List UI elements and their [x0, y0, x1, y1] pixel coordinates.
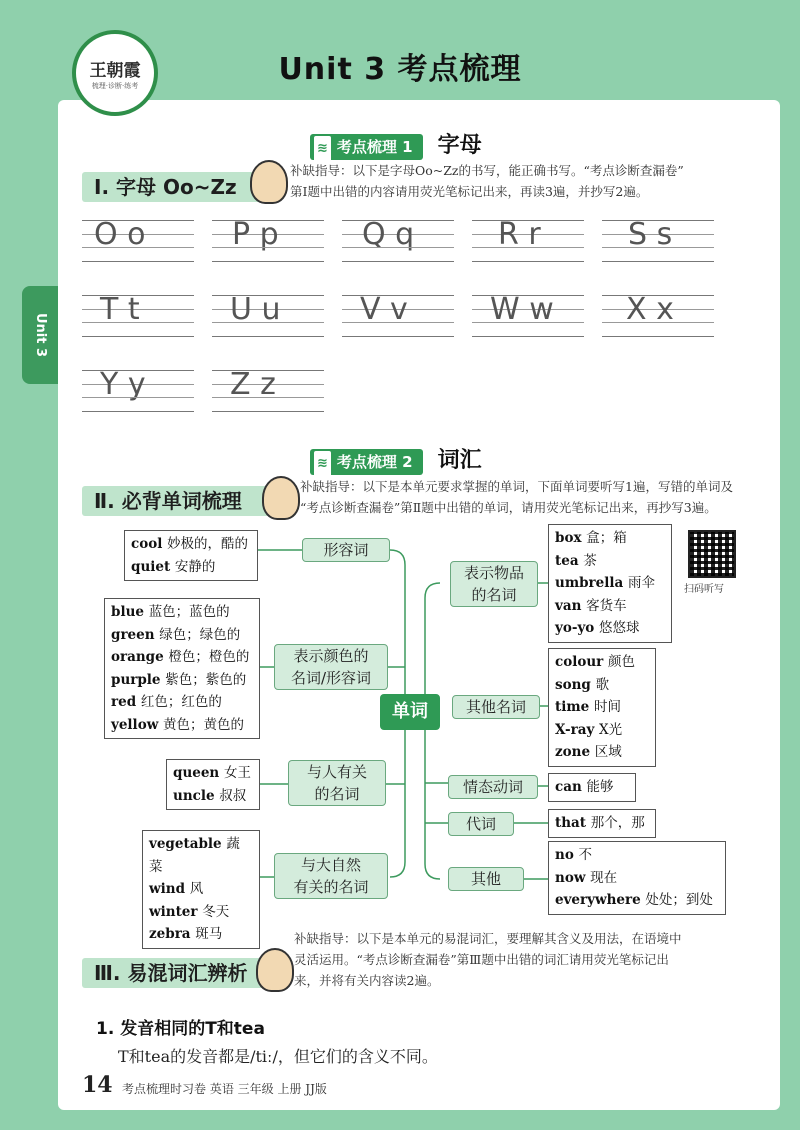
section2-banner-label: 考点梳理 2	[336, 453, 413, 471]
part3-guide-line3: 来，并将有关内容读2遍。	[294, 973, 440, 988]
word-en: purple	[111, 671, 161, 688]
word-en: zebra	[149, 926, 191, 942]
logo-subtext: 梳理·诊断·练考	[91, 82, 139, 90]
wave-icon: ≋	[314, 136, 331, 162]
node-things	[450, 561, 538, 607]
letter-zz: Z z	[230, 367, 276, 402]
word-entry	[555, 889, 719, 912]
node-colors	[274, 644, 388, 690]
word-en: now	[555, 869, 586, 886]
word-entry	[173, 785, 253, 808]
part1-header: Ⅰ. 字母 Oo~Zz	[82, 172, 264, 202]
word-en: vegetable	[149, 836, 222, 852]
word-entry	[111, 646, 253, 669]
word-cn: 红色；红色的	[140, 694, 222, 710]
word-en: queen	[173, 765, 220, 781]
node-others: 其他	[448, 867, 524, 891]
word-entry	[149, 878, 253, 901]
section1-heading: 字母	[437, 133, 482, 158]
letter-qq: Q q	[362, 217, 415, 252]
page-title: Unit 3 考点梳理	[278, 52, 522, 87]
node-other-nouns: 其他名词	[452, 695, 540, 719]
footer-text: 考点梳理时习卷 英语 三年级 上册 JJ版	[122, 1082, 327, 1096]
word-entry	[555, 651, 649, 674]
box-modal	[548, 773, 636, 802]
word-en: cool	[131, 536, 163, 552]
word-entry	[555, 867, 719, 890]
word-cn: 叔叔	[219, 787, 247, 804]
word-cn: 绿色；绿色的	[159, 626, 241, 643]
node-nature-line2: 有关的名词	[293, 878, 369, 896]
word-en: no	[555, 847, 574, 863]
node-people-line2: 的名词	[314, 785, 360, 803]
side-tab-unit: Unit 3	[22, 286, 58, 384]
box-adjectives	[124, 530, 258, 581]
word-cn: X光	[599, 721, 623, 738]
sub-heading-t-tea: 1. 发音相同的T和tea	[96, 1019, 265, 1039]
word-entry	[555, 595, 665, 618]
word-entry	[555, 719, 649, 742]
word-en: blue	[111, 604, 144, 620]
word-entry	[149, 901, 253, 924]
word-en: box	[555, 530, 582, 546]
node-things-line2: 的名词	[471, 586, 517, 604]
box-people	[166, 759, 260, 810]
body-t-tea: T和tea的发音都是/tiː/，但它们的含义不同。	[118, 1047, 438, 1066]
part3-guide-line2: 灵活运用。“考点诊断查漏卷”第Ⅲ题中出错的词汇请用荧光笔标记出	[294, 952, 669, 967]
word-entry	[149, 923, 253, 946]
word-entry	[131, 533, 251, 556]
word-cn: 橙色；橙色的	[168, 649, 250, 665]
word-en: wind	[149, 881, 186, 897]
word-cn: 时间	[593, 699, 621, 715]
box-pronoun	[548, 809, 656, 838]
letter-yy: Y y	[100, 367, 146, 402]
word-en: orange	[111, 649, 164, 665]
word-cn: 颜色	[608, 654, 635, 670]
node-modal-verbs: 情态动词	[448, 775, 538, 799]
word-cn: 妙极的，酷的	[167, 536, 249, 552]
word-cn: 蓝色；蓝色的	[148, 604, 230, 620]
part2-guide-line1: 补缺指导：以下是本单元要求掌握的单词，下面单词要听写1遍，写错的单词及	[300, 479, 733, 494]
word-en: green	[111, 626, 155, 643]
word-en: colour	[555, 654, 604, 670]
word-cn: 客货车	[586, 597, 627, 614]
part2-header: Ⅱ. 必背单词梳理	[82, 486, 274, 516]
part1-guide-line2: 第Ⅰ题中出错的内容请用荧光笔标记出来，再读3遍，并抄写2遍。	[290, 184, 649, 199]
part2-guide-line2: “考点诊断查漏卷”第Ⅱ题中出错的单词，请用荧光笔标记出来，再抄写3遍。	[300, 500, 717, 515]
word-cn: 处处；到处	[645, 892, 713, 908]
word-cn: 风	[189, 881, 204, 897]
node-adjectives: 形容词	[302, 538, 390, 562]
word-entry	[555, 674, 649, 697]
section2-heading: 词汇	[437, 448, 482, 473]
word-en: winter	[149, 903, 198, 920]
word-en: song	[555, 676, 591, 693]
section1-banner-label: 考点梳理 1	[336, 138, 413, 156]
word-cn: 黄色；黄色的	[163, 716, 245, 733]
box-other	[548, 841, 726, 915]
word-cn: 现在	[590, 869, 618, 886]
letter-ss: S s	[628, 217, 673, 252]
word-entry	[555, 812, 649, 835]
word-cn: 不	[578, 847, 593, 863]
word-cn: 区域	[594, 744, 622, 760]
word-cn: 女王	[223, 765, 251, 781]
word-en: umbrella	[555, 575, 624, 591]
letter-xx: X x	[626, 292, 674, 327]
word-entry	[111, 601, 253, 624]
word-en: van	[555, 597, 582, 614]
box-nature	[142, 830, 260, 949]
word-entry	[111, 669, 253, 692]
word-en: yellow	[111, 716, 159, 733]
word-entry	[131, 556, 251, 579]
word-en: quiet	[131, 558, 171, 575]
word-en: uncle	[173, 787, 215, 804]
part3-guide	[294, 928, 740, 991]
node-words-center: 单词	[380, 694, 440, 730]
letter-uu: U u	[230, 292, 281, 327]
box-things	[548, 524, 672, 643]
wave-icon: ≋	[314, 451, 331, 477]
word-en: red	[111, 694, 137, 710]
word-entry	[111, 691, 253, 714]
word-entry	[555, 741, 649, 764]
word-en: yo-yo	[555, 620, 595, 636]
word-cn: 安静的	[174, 558, 216, 575]
node-people-line1: 与人有关	[306, 763, 367, 781]
word-entry	[149, 833, 253, 878]
word-en: X-ray	[555, 721, 595, 738]
word-en: time	[555, 699, 590, 715]
logo-text: 王朝霞	[89, 61, 141, 81]
word-cn: 那个，那	[590, 815, 645, 831]
word-entry	[555, 572, 665, 595]
letter-oo: O o	[94, 217, 146, 252]
part3-header: Ⅲ. 易混词汇辨析	[82, 958, 268, 988]
node-people	[288, 760, 386, 806]
word-cn: 雨伞	[627, 575, 655, 591]
node-nature-line1: 与大自然	[300, 856, 361, 874]
word-cn: 蔬菜	[149, 836, 240, 875]
letter-pp: P p	[232, 217, 279, 252]
letter-vv: V v	[360, 292, 408, 327]
word-entry	[555, 550, 665, 573]
qr-caption: 扫码听写	[684, 584, 724, 595]
word-cn: 斑马	[195, 926, 223, 942]
word-en: tea	[555, 552, 579, 569]
word-entry	[555, 617, 665, 640]
word-cn: 紫色；紫色的	[165, 671, 247, 688]
word-en: that	[555, 815, 587, 831]
word-cn: 茶	[583, 552, 597, 569]
word-cn: 盒；箱	[586, 530, 627, 546]
node-pronouns: 代词	[448, 812, 514, 836]
page-number: 14	[82, 1072, 113, 1098]
node-colors-line1: 表示颜色的	[293, 647, 369, 665]
word-en: everywhere	[555, 892, 641, 908]
node-things-line1: 表示物品	[463, 564, 524, 582]
letter-rr: R r	[498, 217, 541, 252]
node-colors-line2: 名词/形容词	[290, 669, 372, 687]
letter-ww: W w	[490, 292, 554, 327]
word-cn: 歌	[595, 676, 610, 693]
node-nature	[274, 853, 388, 899]
word-en: can	[555, 779, 582, 795]
box-other-nouns	[548, 648, 656, 767]
word-cn: 冬天	[202, 903, 230, 920]
part1-guide-line1: 补缺指导：以下是字母Oo~Zz的书写，能正确书写。“考点诊断查漏卷”	[290, 163, 684, 178]
word-cn: 能够	[586, 779, 614, 795]
word-en: zone	[555, 744, 591, 760]
part3-guide-line1: 补缺指导：以下是本单元的易混词汇，要理解其含义及用法，在语境中	[294, 931, 682, 946]
word-entry	[555, 776, 629, 799]
word-cn: 悠悠球	[599, 620, 640, 636]
word-entry	[111, 714, 253, 737]
word-entry	[173, 762, 253, 785]
connector-line	[425, 583, 440, 879]
word-entry	[555, 844, 719, 867]
box-colors	[104, 598, 260, 739]
girl-mascot-icon	[256, 948, 294, 992]
word-entry	[555, 527, 665, 550]
letter-tt: T t	[100, 292, 140, 327]
word-entry	[111, 624, 253, 647]
word-entry	[555, 696, 649, 719]
qr-code-icon[interactable]	[688, 530, 736, 578]
